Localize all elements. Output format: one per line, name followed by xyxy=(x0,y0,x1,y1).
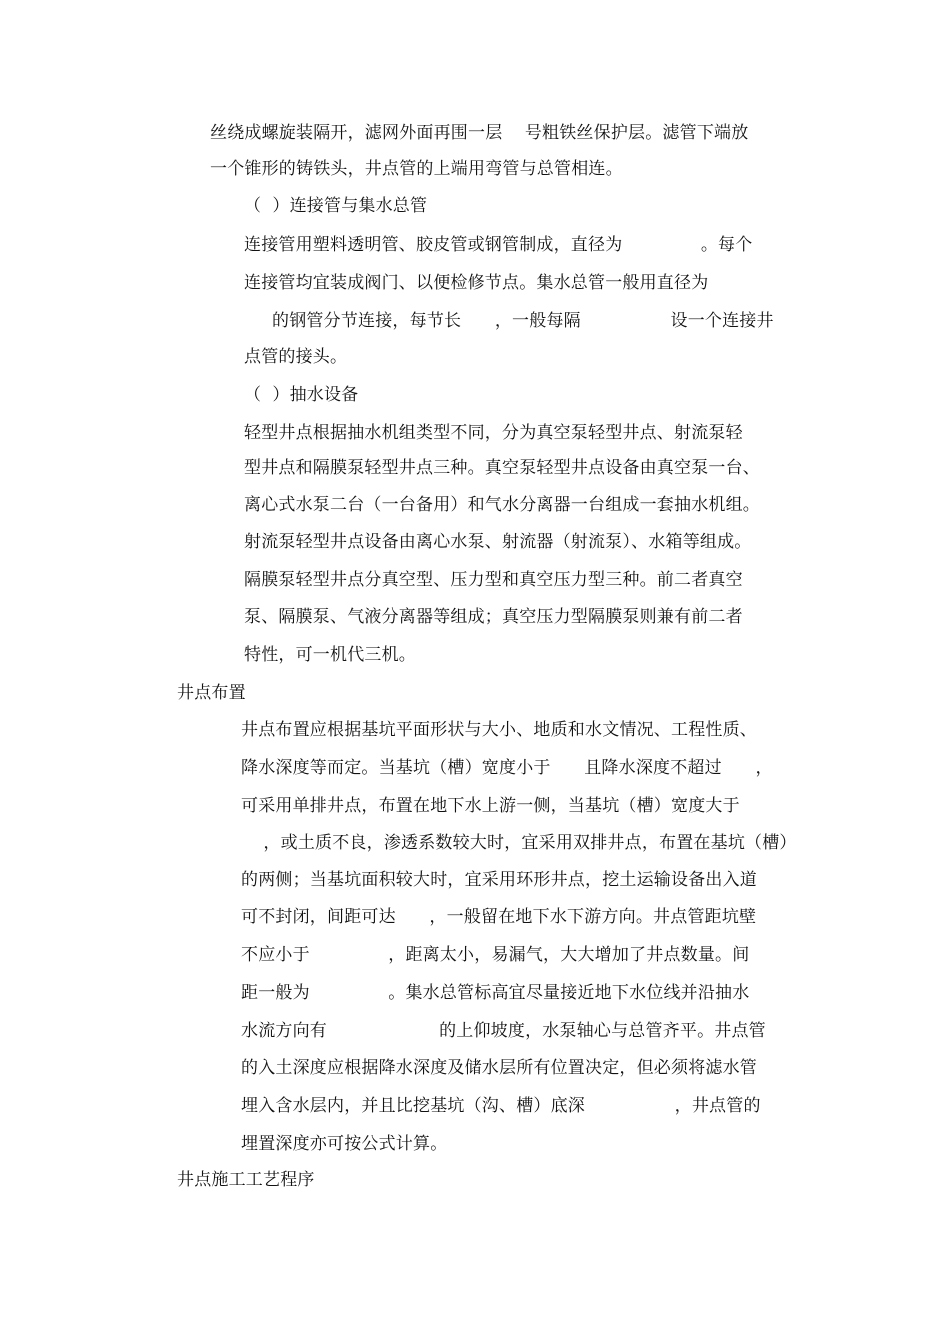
paragraph-line: 可采用单排井点，布置在地下水上游一侧，当基坑（槽）宽度大于 xyxy=(241,796,740,816)
subsection-heading-pumping-equipment: （ ）抽水设备 xyxy=(244,385,359,405)
paragraph-line: 埋入含水层内，并且比挖基坑（沟、槽）底深 ，井点管的 xyxy=(241,1096,761,1116)
paragraph-line: 射流泵轻型井点设备由离心水泵、射流器（射流泵）、水箱等组成。 xyxy=(244,532,752,552)
paragraph-line: 丝绕成螺旋装隔开，滤网外面再围一层 号粗铁丝保护层。滤管下端放 xyxy=(210,123,749,143)
paragraph-line: 连接管均宜装成阀门、以便检修节点。集水总管一般用直径为 xyxy=(244,273,709,293)
paragraph-line: 降水深度等而定。当基坑（槽）宽度小于 且降水深度不超过 ， xyxy=(241,758,773,778)
paragraph-line: 型井点和隔膜泵轻型井点三种。真空泵轻型井点设备由真空泵一台、 xyxy=(244,458,760,478)
paragraph-line: 离心式水泵二台（一台备用）和气水分离器一台组成一套抽水机组。 xyxy=(244,495,760,515)
subsection-heading-connecting-pipe: （ ）连接管与集水总管 xyxy=(244,196,428,216)
paragraph-line: 点管的接头。 xyxy=(244,347,348,367)
paragraph-line: 的两侧；当基坑面积较大时，宜采用环形井点，挖土运输设备出入道 xyxy=(241,870,757,890)
paragraph-line: 的入土深度应根据降水深度及储水层所有位置决定，但必须将滤水管 xyxy=(241,1058,757,1078)
paragraph-line: 轻型井点根据抽水机组类型不同，分为真空泵轻型井点、射流泵轻 xyxy=(244,423,743,443)
paragraph-line: ，或土质不良，渗透系数较大时，宜采用双排井点，布置在基坑（槽） xyxy=(241,833,797,853)
paragraph-line: 不应小于 ，距离太小，易漏气，大大增加了井点数量。间 xyxy=(241,945,750,965)
paragraph-line: 泵、隔膜泵、气液分离器等组成；真空压力型隔膜泵则兼有前二者 xyxy=(244,607,743,627)
paragraph-line: 水流方向有 的上仰坡度，水泵轴心与总管齐平。井点管 xyxy=(241,1021,766,1041)
section-heading-construction-process: 井点施工工艺程序 xyxy=(177,1170,315,1190)
paragraph-line: 一个锥形的铸铁头，井点管的上端用弯管与总管相连。 xyxy=(210,159,623,179)
paragraph-line: 隔膜泵轻型井点分真空型、压力型和真空压力型三种。前二者真空 xyxy=(244,570,743,590)
paragraph-line: 井点布置应根据基坑平面形状与大小、地质和水文情况、工程性质、 xyxy=(241,720,757,740)
paragraph-line: 可不封闭，间距可达 ，一般留在地下水下游方向。井点管距坑壁 xyxy=(241,907,757,927)
paragraph-line: 埋置深度亦可按公式计算。 xyxy=(241,1134,448,1154)
section-heading-well-layout: 井点布置 xyxy=(177,683,246,703)
paragraph-line: 的钢管分节连接，每节长 ，一般每隔 设一个连接井 xyxy=(244,311,774,331)
paragraph-line: 距一般为 。集水总管标高宜尽量接近地下水位线并沿抽水 xyxy=(241,983,750,1003)
paragraph-line: 连接管用塑料透明管、胶皮管或钢管制成，直径为 。每个 xyxy=(244,235,753,255)
paragraph-line: 特性，可一机代三机。 xyxy=(244,645,416,665)
